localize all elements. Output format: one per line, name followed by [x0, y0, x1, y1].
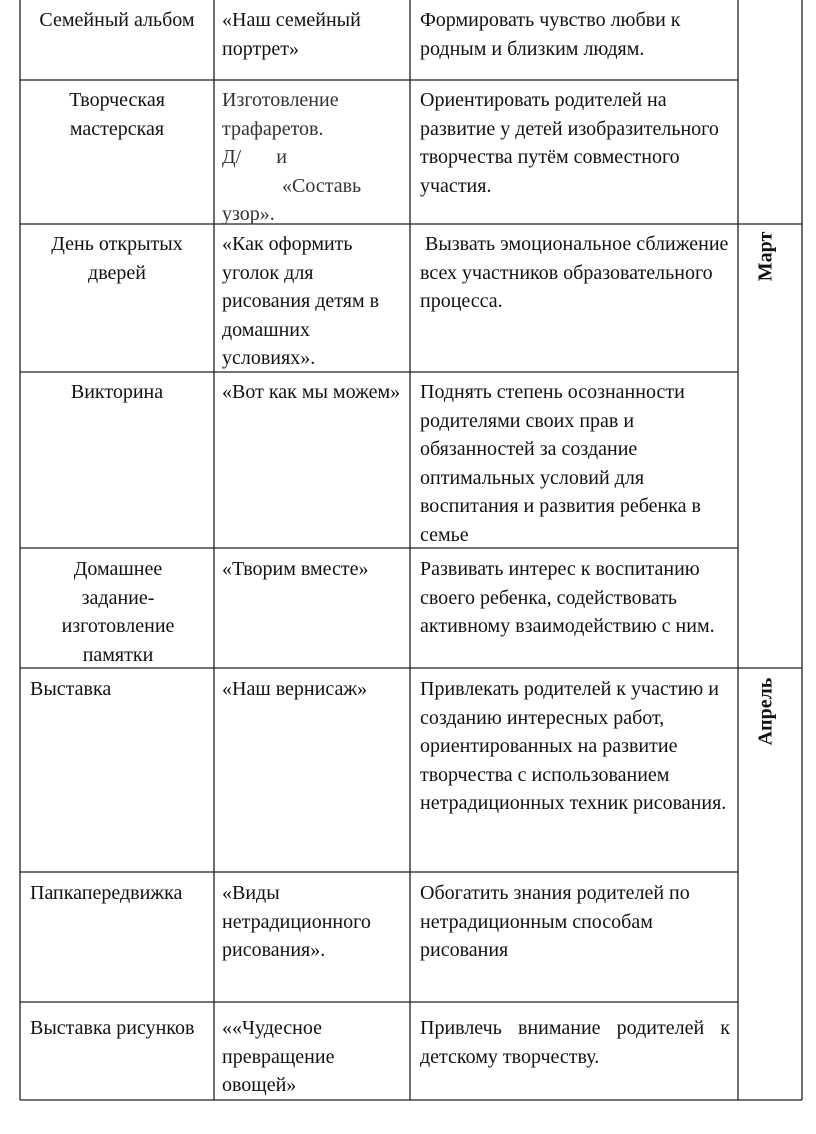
row-5-form: Домашнее задание- изготовление памятки	[61, 558, 175, 666]
row-1-topic: «Наш семейный портрет»	[222, 9, 361, 60]
row-6-topic: «Наш вернисаж»	[222, 678, 368, 700]
row-8-topic: ««Чудесное превращение овощей»	[222, 1017, 335, 1096]
row-4-goal: Поднять степень осознанности родителями своих прав и обязанностей за создание оптимальных условий для воспитания и развития ребенка в семье	[420, 381, 701, 546]
row-2-topic-line2: Д/ и	[222, 146, 287, 168]
row-2-form: Творческая мастерская	[69, 89, 165, 140]
row-3-topic: «Как оформить уголок для рисования детям в домашних условиях».	[222, 233, 380, 369]
month-march: Март	[754, 231, 777, 282]
row-8-goal: Привлечь внимание родителей к детскому творчеству.	[420, 1017, 730, 1068]
row-3-goal: Вызвать эмоциональное сближение всех участников образовательного процесса.	[420, 233, 734, 312]
row-5-topic: «Творим вместе»	[222, 558, 369, 580]
row-7-topic: «Виды нетрадиционного рисования».	[222, 882, 371, 961]
row-7-goal: Обогатить знания родителей по нетрадиционным способам рисования	[420, 882, 690, 961]
row-4-form: Викторина	[70, 381, 164, 403]
row-7-form: Папкапередвижка	[30, 882, 183, 904]
row-2-goal: Ориентировать родителей на развитие у детей изобразительного творчества путём совместного участия.	[420, 89, 719, 197]
row-2-topic-line4: узор».	[222, 203, 275, 225]
month-april: Апрель	[754, 677, 777, 746]
row-5-goal: Развивать интерес к воспитанию своего ребенка, содействовать активному взаимодействию с ним.	[420, 558, 715, 637]
row-1-goal: Формировать чувство любви к родным и близким людям.	[420, 9, 681, 60]
row-4-topic: «Вот как мы можем»	[222, 381, 401, 403]
row-2-topic	[222, 86, 406, 229]
row-2-topic-line1: Изготовление трафаретов.	[222, 89, 339, 140]
row-8-form: Выставка рисунков	[30, 1017, 195, 1039]
row-2-topic-line3: «Составь	[282, 174, 362, 197]
row-6-form: Выставка	[30, 678, 112, 700]
row-3-form: День открытых дверей	[51, 233, 183, 284]
row-6-goal: Привлекать родителей к участию и созданию интересных работ, ориентированных на развитие творчества с использованием нетрадиционных техник рисования.	[420, 678, 727, 814]
row-1-form: Семейный альбом	[39, 9, 195, 31]
